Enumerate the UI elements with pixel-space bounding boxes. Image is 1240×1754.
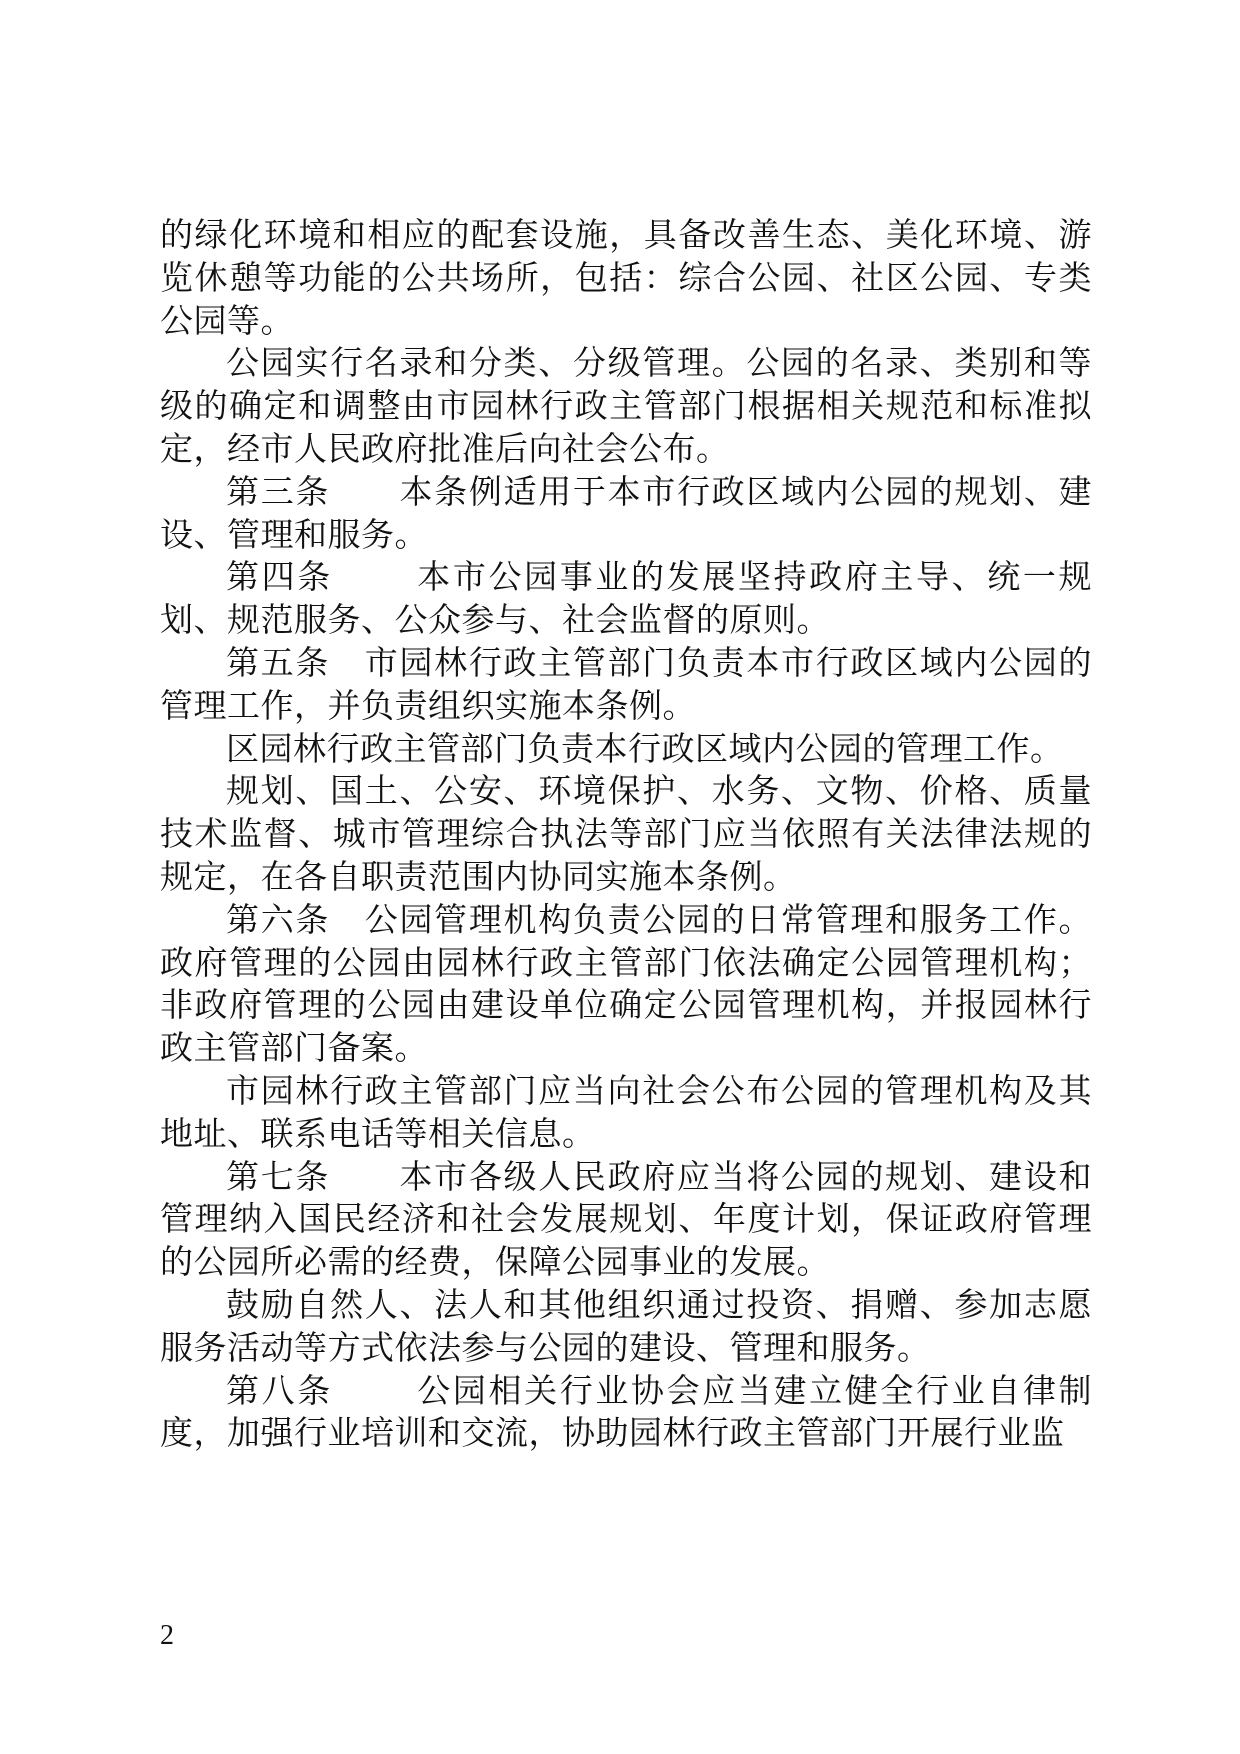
- article-7: 第七条 本市各级人民政府应当将公园的规划、建设和管理纳入国民经济和社会发展规划、年度计划，保证政府管理的公园所必需的经费，保障公园事业的发展。: [160, 1156, 1092, 1282]
- article-6: 第六条 公园管理机构负责公园的日常管理和服务工作。政府管理的公园由园林行政主管部门依法确定公园管理机构；非政府管理的公园由建设单位确定公园管理机构，并报园林行政主管部门备案。: [160, 899, 1092, 1068]
- paragraph: 市园林行政主管部门应当向社会公布公园的管理机构及其地址、联系电话等相关信息。: [160, 1070, 1092, 1153]
- article-3: 第三条 本条例适用于本市行政区域内公园的规划、建设、管理和服务。: [160, 471, 1092, 554]
- paragraph: 区园林行政主管部门负责本行政区域内公园的管理工作。: [226, 728, 1064, 768]
- article-8: 第八条 公园相关行业协会应当建立健全行业自律制度，加强行业培训和交流，协助园林行政主管部门开展行业监: [160, 1370, 1092, 1453]
- paragraph: 公园实行名录和分类、分级管理。公园的名录、类别和等级的确定和调整由市园林行政主管部门根据相关规范和标准拟定，经市人民政府批准后向社会公布。: [160, 343, 1092, 468]
- paragraph: 规划、国土、公安、环境保护、水务、文物、价格、质量技术监督、城市管理综合执法等部门应当依照有关法律法规的规定，在各自职责范围内协同实施本条例。: [160, 771, 1092, 896]
- page-number: 2: [160, 1620, 174, 1651]
- article-4: 第四条 本市公园事业的发展坚持政府主导、统一规划、规范服务、公众参与、社会监督的原则。: [160, 557, 1092, 640]
- paragraph-continuation: 的绿化环境和相应的配套设施，具备改善生态、美化环境、游览休憩等功能的公共场所，包括：综合公园、社区公园、专类公园等。: [160, 215, 1092, 340]
- paragraph: 鼓励自然人、法人和其他组织通过投资、捐赠、参加志愿服务活动等方式依法参与公园的建设、管理和服务。: [160, 1284, 1092, 1367]
- article-5: 第五条 市园林行政主管部门负责本市行政区域内公园的管理工作，并负责组织实施本条例。: [160, 642, 1092, 725]
- body-text: [160, 214, 1092, 1455]
